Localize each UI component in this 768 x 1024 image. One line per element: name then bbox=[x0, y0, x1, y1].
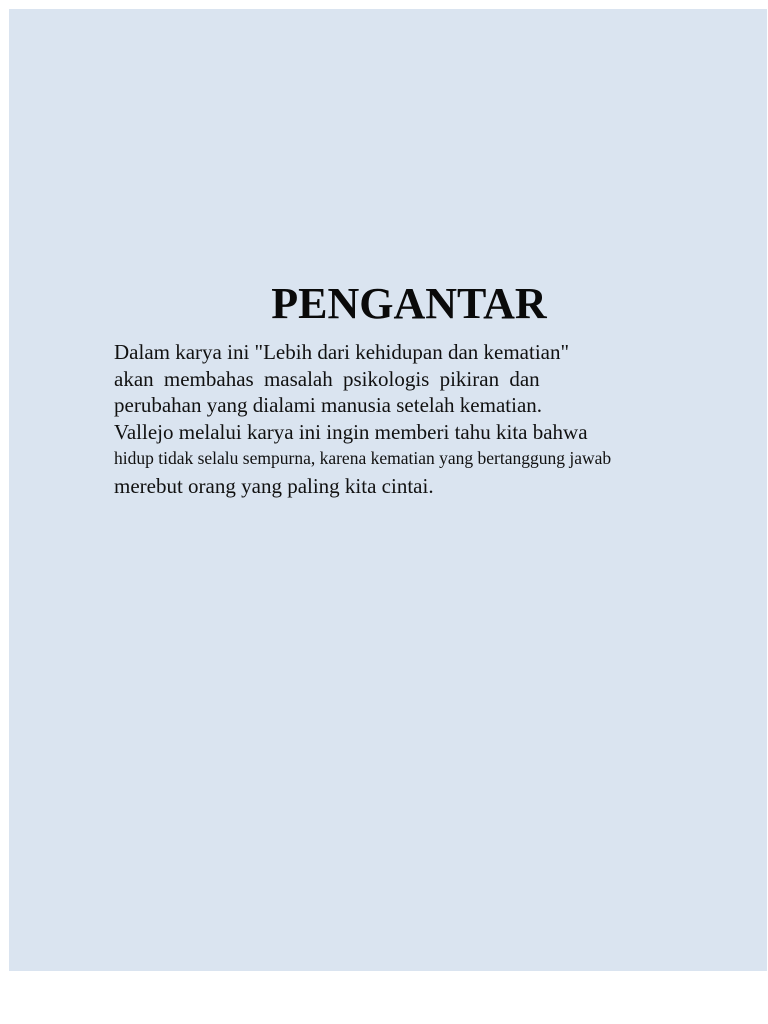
paragraph-line-3: perubahan yang dialami manusia setelah kematian. bbox=[114, 393, 543, 417]
page-title: PENGANTAR bbox=[271, 279, 547, 328]
paragraph-line-1: Dalam karya ini "Lebih dari kehidupan dan kematian" bbox=[114, 340, 570, 364]
paragraph-line-5: hidup tidak selalu sempurna, karena kematian yang bertanggung jawab bbox=[114, 448, 612, 468]
intro-paragraph bbox=[114, 339, 714, 501]
paragraph-line-2: akan membahas masalah psikologis pikiran dan bbox=[114, 366, 540, 391]
paragraph-line-6: merebut orang yang paling kita cintai. bbox=[114, 474, 434, 498]
document-page bbox=[9, 9, 767, 971]
paragraph-line-4: Vallejo melalui karya ini ingin memberi tahu kita bahwa bbox=[114, 419, 588, 444]
